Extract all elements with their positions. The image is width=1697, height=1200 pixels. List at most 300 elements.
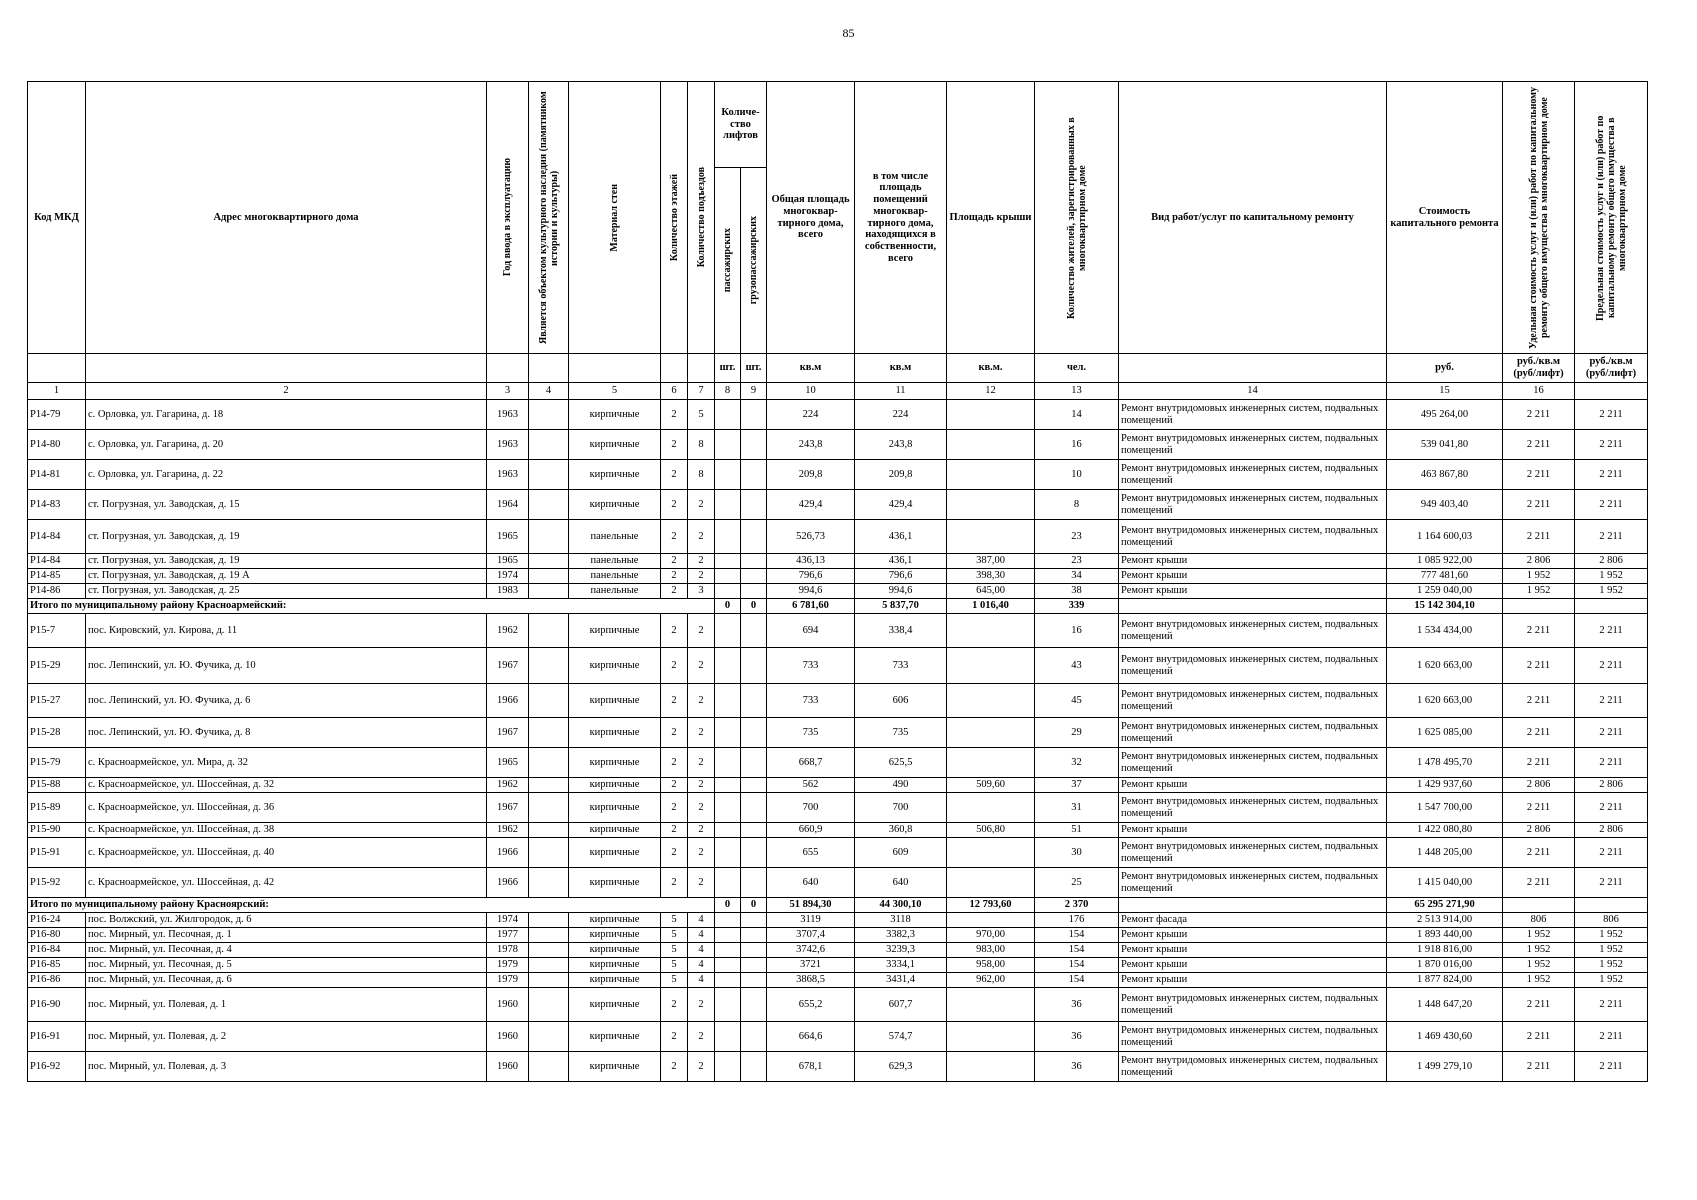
column-number: 5: [569, 383, 661, 400]
cell-residents: 10: [1035, 460, 1119, 490]
cell-cost: 1 870 016,00: [1387, 958, 1503, 973]
cell-lifts-cargo: [741, 988, 767, 1022]
table-row: [28, 1052, 1648, 1082]
cell-heritage: [529, 614, 569, 648]
cell-heritage: [529, 490, 569, 520]
total-roof-area: 12 793,60: [947, 898, 1035, 913]
cell-code: Р16-24: [28, 913, 86, 928]
cell-heritage: [529, 569, 569, 584]
cell-roof-area: [947, 520, 1035, 554]
cell-total-area: 640: [767, 868, 855, 898]
cell-roof-area: [947, 913, 1035, 928]
cell-residents: 16: [1035, 614, 1119, 648]
cell-owned-area: 640: [855, 868, 947, 898]
cell-code: Р16-84: [28, 943, 86, 958]
cell-lifts-passenger: [715, 868, 741, 898]
cell-lifts-passenger: [715, 793, 741, 823]
cell-code: Р16-92: [28, 1052, 86, 1082]
page-number: 85: [842, 26, 855, 40]
table-row: [28, 684, 1648, 718]
cell-entrances: 4: [688, 913, 715, 928]
cell-owned-area: 733: [855, 648, 947, 684]
cell-max-cost: 2 211: [1575, 520, 1648, 554]
header-heritage: Является объектом культурного наследия (памятником истории и культуры): [529, 82, 569, 354]
total-empty: [1503, 898, 1575, 913]
cell-unit-cost: 2 211: [1503, 1022, 1575, 1052]
header-year: Год ввода в эксплуатацию: [487, 82, 529, 354]
cell-material: кирпичные: [569, 943, 661, 958]
cell-unit-cost: 2 211: [1503, 793, 1575, 823]
cell-cost: 1 085 922,00: [1387, 554, 1503, 569]
cell-max-cost: 2 211: [1575, 793, 1648, 823]
cell-lifts-passenger: [715, 460, 741, 490]
table-row: [28, 973, 1648, 988]
cell-total-area: 735: [767, 718, 855, 748]
cell-heritage: [529, 748, 569, 778]
cell-entrances: 4: [688, 958, 715, 973]
cell-lifts-cargo: [741, 1052, 767, 1082]
cell-address: ст. Погрузная, ул. Заводская, д. 19 А: [86, 569, 487, 584]
column-number: 14: [1119, 383, 1387, 400]
cell-entrances: 4: [688, 943, 715, 958]
cell-lifts-cargo: [741, 823, 767, 838]
cell-max-cost: 2 211: [1575, 988, 1648, 1022]
table-row: [28, 584, 1648, 599]
total-total-area: 51 894,30: [767, 898, 855, 913]
cell-roof-area: 506,80: [947, 823, 1035, 838]
cell-year: 1960: [487, 1022, 529, 1052]
cell-heritage: [529, 913, 569, 928]
cell-unit-cost: 2 211: [1503, 614, 1575, 648]
cell-floors: 2: [661, 520, 688, 554]
cell-owned-area: 3239,3: [855, 943, 947, 958]
cell-owned-area: 436,1: [855, 554, 947, 569]
cell-work-type: Ремонт крыши: [1119, 958, 1387, 973]
cell-work-type: Ремонт внутридомовых инженерных систем, подвальных помещений: [1119, 614, 1387, 648]
cell-cost: 463 867,80: [1387, 460, 1503, 490]
cell-max-cost: 2 211: [1575, 490, 1648, 520]
cell-work-type: Ремонт внутридомовых инженерных систем, подвальных помещений: [1119, 988, 1387, 1022]
cell-code: Р15-29: [28, 648, 86, 684]
cell-residents: 154: [1035, 928, 1119, 943]
header-lifts-passenger: пассажирских: [715, 168, 741, 354]
cell-address: с. Орловка, ул. Гагарина, д. 18: [86, 400, 487, 430]
cell-entrances: 2: [688, 648, 715, 684]
cell-total-area: 562: [767, 778, 855, 793]
table-row: [28, 823, 1648, 838]
total-lifts-cargo: 0: [741, 599, 767, 614]
cell-residents: 14: [1035, 400, 1119, 430]
cell-roof-area: [947, 460, 1035, 490]
cell-work-type: Ремонт внутридомовых инженерных систем, подвальных помещений: [1119, 684, 1387, 718]
table-row: [28, 958, 1648, 973]
cell-residents: 37: [1035, 778, 1119, 793]
cell-lifts-passenger: [715, 748, 741, 778]
total-label: Итого по муниципальному району Красноярский:: [28, 898, 715, 913]
cell-code: Р14-84: [28, 554, 86, 569]
cell-material: панельные: [569, 520, 661, 554]
cell-unit-cost: 2 211: [1503, 1052, 1575, 1082]
cell-max-cost: 2 211: [1575, 684, 1648, 718]
cell-floors: 2: [661, 823, 688, 838]
cell-cost: 495 264,00: [1387, 400, 1503, 430]
cell-code: Р14-84: [28, 520, 86, 554]
total-row: [28, 898, 1648, 913]
cell-roof-area: [947, 868, 1035, 898]
cell-lifts-cargo: [741, 868, 767, 898]
cell-lifts-passenger: [715, 943, 741, 958]
cell-lifts-cargo: [741, 748, 767, 778]
cell-heritage: [529, 943, 569, 958]
cell-year: 1967: [487, 718, 529, 748]
cell-floors: 2: [661, 1022, 688, 1052]
cell-lifts-cargo: [741, 490, 767, 520]
cell-material: кирпичные: [569, 973, 661, 988]
cell-total-area: 733: [767, 648, 855, 684]
cell-work-type: Ремонт крыши: [1119, 554, 1387, 569]
cell-total-area: 429,4: [767, 490, 855, 520]
cell-cost: 1 625 085,00: [1387, 718, 1503, 748]
cell-work-type: Ремонт внутридомовых инженерных систем, подвальных помещений: [1119, 1022, 1387, 1052]
cell-roof-area: [947, 684, 1035, 718]
cell-lifts-passenger: [715, 838, 741, 868]
cell-max-cost: 1 952: [1575, 569, 1648, 584]
cell-roof-area: [947, 614, 1035, 648]
cell-lifts-passenger: [715, 400, 741, 430]
cell-entrances: 8: [688, 430, 715, 460]
cell-unit-cost: 2 211: [1503, 748, 1575, 778]
column-number: 12: [947, 383, 1035, 400]
table-row: [28, 648, 1648, 684]
cell-owned-area: 3431,4: [855, 973, 947, 988]
cell-entrances: 2: [688, 490, 715, 520]
cell-year: 1978: [487, 943, 529, 958]
cell-residents: 34: [1035, 569, 1119, 584]
cell-year: 1977: [487, 928, 529, 943]
cell-roof-area: 958,00: [947, 958, 1035, 973]
cell-heritage: [529, 928, 569, 943]
cell-roof-area: [947, 838, 1035, 868]
cell-cost: 2 513 914,00: [1387, 913, 1503, 928]
cell-lifts-cargo: [741, 584, 767, 599]
cell-roof-area: 970,00: [947, 928, 1035, 943]
cell-material: панельные: [569, 569, 661, 584]
cell-year: 1967: [487, 793, 529, 823]
cell-floors: 5: [661, 958, 688, 973]
cell-work-type: Ремонт внутридомовых инженерных систем, подвальных помещений: [1119, 793, 1387, 823]
cell-code: Р15-7: [28, 614, 86, 648]
column-number: 11: [855, 383, 947, 400]
cell-code: Р15-27: [28, 684, 86, 718]
cell-year: 1963: [487, 430, 529, 460]
cell-address: пос. Лепинский, ул. Ю. Фучика, д. 8: [86, 718, 487, 748]
header-lifts: Количе-ство лифтов: [715, 82, 767, 168]
cell-max-cost: 2 211: [1575, 1052, 1648, 1082]
cell-material: кирпичные: [569, 460, 661, 490]
cell-material: кирпичные: [569, 430, 661, 460]
table-row: [28, 868, 1648, 898]
cell-cost: 1 877 824,00: [1387, 973, 1503, 988]
cell-owned-area: 436,1: [855, 520, 947, 554]
cell-cost: 777 481,60: [1387, 569, 1503, 584]
cell-material: панельные: [569, 584, 661, 599]
total-lifts-cargo: 0: [741, 898, 767, 913]
table-row: [28, 1022, 1648, 1052]
cell-residents: 43: [1035, 648, 1119, 684]
cell-lifts-passenger: [715, 569, 741, 584]
cell-residents: 38: [1035, 584, 1119, 599]
cell-total-area: 243,8: [767, 430, 855, 460]
cell-lifts-cargo: [741, 793, 767, 823]
cell-code: Р16-91: [28, 1022, 86, 1052]
cell-owned-area: 629,3: [855, 1052, 947, 1082]
cell-address: пос. Мирный, ул. Полевая, д. 1: [86, 988, 487, 1022]
cell-entrances: 4: [688, 928, 715, 943]
cell-floors: 5: [661, 913, 688, 928]
cell-owned-area: 224: [855, 400, 947, 430]
column-number: 16: [1503, 383, 1575, 400]
header-code: Код МКД: [28, 82, 86, 354]
cell-work-type: Ремонт внутридомовых инженерных систем, подвальных помещений: [1119, 400, 1387, 430]
header-address: Адрес многоквартирного дома: [86, 82, 487, 354]
cell-roof-area: 509,60: [947, 778, 1035, 793]
cell-max-cost: 2 211: [1575, 868, 1648, 898]
cell-total-area: 668,7: [767, 748, 855, 778]
cell-owned-area: 209,8: [855, 460, 947, 490]
cell-lifts-cargo: [741, 648, 767, 684]
cell-residents: 30: [1035, 838, 1119, 868]
cell-unit-cost: 2 211: [1503, 648, 1575, 684]
cell-roof-area: 398,30: [947, 569, 1035, 584]
unit-residents: чел.: [1035, 354, 1119, 383]
cell-lifts-passenger: [715, 490, 741, 520]
table-row: [28, 748, 1648, 778]
cell-address: с. Орловка, ул. Гагарина, д. 22: [86, 460, 487, 490]
cell-residents: 154: [1035, 973, 1119, 988]
cell-cost: 1 620 663,00: [1387, 684, 1503, 718]
cell-unit-cost: 2 211: [1503, 718, 1575, 748]
cell-code: Р16-85: [28, 958, 86, 973]
cell-cost: 1 620 663,00: [1387, 648, 1503, 684]
column-number-row: [28, 383, 1648, 400]
cell-work-type: Ремонт крыши: [1119, 973, 1387, 988]
total-row: [28, 599, 1648, 614]
cell-address: с. Красноармейское, ул. Шоссейная, д. 36: [86, 793, 487, 823]
unit-unit-cost: руб./кв.м (руб/лифт): [1503, 354, 1575, 383]
cell-max-cost: 1 952: [1575, 943, 1648, 958]
cell-cost: 1 448 205,00: [1387, 838, 1503, 868]
cell-heritage: [529, 988, 569, 1022]
cell-owned-area: 3118: [855, 913, 947, 928]
total-cost: 15 142 304,10: [1387, 599, 1503, 614]
cell-residents: 154: [1035, 958, 1119, 973]
cell-max-cost: 2 211: [1575, 460, 1648, 490]
unit-cost: руб.: [1387, 354, 1503, 383]
cell-lifts-cargo: [741, 973, 767, 988]
cell-residents: 51: [1035, 823, 1119, 838]
cell-heritage: [529, 648, 569, 684]
cell-heritage: [529, 793, 569, 823]
cell-unit-cost: 806: [1503, 913, 1575, 928]
cell-cost: 1 164 600,03: [1387, 520, 1503, 554]
cell-year: 1966: [487, 684, 529, 718]
cell-total-area: 655,2: [767, 988, 855, 1022]
header-material: Материал стен: [569, 82, 661, 354]
cell-lifts-cargo: [741, 614, 767, 648]
cell-cost: 1 448 647,20: [1387, 988, 1503, 1022]
cell-cost: 1 478 495,70: [1387, 748, 1503, 778]
cell-cost: 1 918 816,00: [1387, 943, 1503, 958]
cell-work-type: Ремонт крыши: [1119, 943, 1387, 958]
header-unit-cost: Удельная стоимость услуг и (или) работ по капитальному ремонту общего имущества в многоквартирном доме: [1503, 82, 1575, 354]
cell-owned-area: 490: [855, 778, 947, 793]
cell-cost: 1 534 434,00: [1387, 614, 1503, 648]
table-row: [28, 460, 1648, 490]
cell-floors: 2: [661, 868, 688, 898]
cell-lifts-passenger: [715, 584, 741, 599]
cell-floors: 2: [661, 1052, 688, 1082]
cell-unit-cost: 2 806: [1503, 778, 1575, 793]
cell-address: с. Красноармейское, ул. Шоссейная, д. 38: [86, 823, 487, 838]
cell-lifts-passenger: [715, 430, 741, 460]
cell-floors: 2: [661, 988, 688, 1022]
unit-max-cost: руб./кв.м (руб/лифт): [1575, 354, 1648, 383]
cell-floors: 2: [661, 400, 688, 430]
cell-year: 1974: [487, 913, 529, 928]
cell-total-area: 436,13: [767, 554, 855, 569]
total-work-empty: [1119, 599, 1387, 614]
cell-max-cost: 2 211: [1575, 838, 1648, 868]
total-roof-area: 1 016,40: [947, 599, 1035, 614]
cell-owned-area: 243,8: [855, 430, 947, 460]
column-number-pad: [1575, 383, 1648, 400]
cell-residents: 32: [1035, 748, 1119, 778]
cell-unit-cost: 2 211: [1503, 490, 1575, 520]
cell-cost: 1 547 700,00: [1387, 793, 1503, 823]
cell-roof-area: [947, 793, 1035, 823]
cell-max-cost: 2 211: [1575, 614, 1648, 648]
cell-entrances: 2: [688, 554, 715, 569]
cell-roof-area: [947, 1022, 1035, 1052]
cell-entrances: 2: [688, 748, 715, 778]
cell-roof-area: [947, 718, 1035, 748]
cell-residents: 36: [1035, 1052, 1119, 1082]
cell-entrances: 2: [688, 684, 715, 718]
cell-floors: 2: [661, 793, 688, 823]
cell-owned-area: 360,8: [855, 823, 947, 838]
cell-code: Р16-90: [28, 988, 86, 1022]
cell-heritage: [529, 778, 569, 793]
total-work-empty: [1119, 898, 1387, 913]
cell-max-cost: 2 806: [1575, 554, 1648, 569]
cell-heritage: [529, 554, 569, 569]
cell-lifts-passenger: [715, 973, 741, 988]
cell-year: 1962: [487, 778, 529, 793]
column-number: 8: [715, 383, 741, 400]
header-residents: Количество жителей, зарегистрированных в многоквартирном доме: [1035, 82, 1119, 354]
cell-heritage: [529, 430, 569, 460]
cell-owned-area: 609: [855, 838, 947, 868]
cell-entrances: 2: [688, 1052, 715, 1082]
cell-total-area: 796,6: [767, 569, 855, 584]
cell-total-area: 660,9: [767, 823, 855, 838]
table-row: [28, 838, 1648, 868]
header-owned-area: в том числе площадь помещений многоквар-тирного дома, находящихся в собственности, всего: [855, 82, 947, 354]
cell-address: ст. Погрузная, ул. Заводская, д. 25: [86, 584, 487, 599]
cell-year: 1964: [487, 490, 529, 520]
cell-lifts-cargo: [741, 928, 767, 943]
cell-floors: 2: [661, 569, 688, 584]
cell-max-cost: 2 211: [1575, 748, 1648, 778]
cell-material: кирпичные: [569, 684, 661, 718]
cell-code: Р14-79: [28, 400, 86, 430]
cell-max-cost: 806: [1575, 913, 1648, 928]
cell-heritage: [529, 1052, 569, 1082]
cell-residents: 29: [1035, 718, 1119, 748]
cell-unit-cost: 1 952: [1503, 584, 1575, 599]
cell-heritage: [529, 973, 569, 988]
cell-code: Р15-91: [28, 838, 86, 868]
cell-entrances: 2: [688, 520, 715, 554]
cell-entrances: 3: [688, 584, 715, 599]
cell-owned-area: 607,7: [855, 988, 947, 1022]
cell-work-type: Ремонт крыши: [1119, 928, 1387, 943]
cell-unit-cost: 2 806: [1503, 823, 1575, 838]
header-work-type: Вид работ/услуг по капитальному ремонту: [1119, 82, 1387, 354]
column-number: 9: [741, 383, 767, 400]
cell-material: кирпичные: [569, 868, 661, 898]
cell-lifts-cargo: [741, 430, 767, 460]
cell-lifts-passenger: [715, 684, 741, 718]
unit-lifts-cargo: шт.: [741, 354, 767, 383]
table-row: [28, 988, 1648, 1022]
cell-floors: 2: [661, 778, 688, 793]
cell-owned-area: 3334,1: [855, 958, 947, 973]
cell-lifts-passenger: [715, 958, 741, 973]
cell-lifts-passenger: [715, 520, 741, 554]
table-row: [28, 778, 1648, 793]
cell-address: с. Красноармейское, ул. Шоссейная, д. 42: [86, 868, 487, 898]
table-row: [28, 554, 1648, 569]
cell-unit-cost: 2 211: [1503, 684, 1575, 718]
cell-address: с. Орловка, ул. Гагарина, д. 20: [86, 430, 487, 460]
cell-unit-cost: 1 952: [1503, 958, 1575, 973]
unit-owned-area: кв.м: [855, 354, 947, 383]
header-total-area: Общая площадь многоквар-тирного дома, всего: [767, 82, 855, 354]
cell-material: кирпичные: [569, 793, 661, 823]
cell-unit-cost: 1 952: [1503, 569, 1575, 584]
column-number: 6: [661, 383, 688, 400]
cell-heritage: [529, 460, 569, 490]
cell-total-area: 994,6: [767, 584, 855, 599]
cell-roof-area: [947, 648, 1035, 684]
header-entrances: Количество подъездов: [688, 82, 715, 354]
cell-heritage: [529, 958, 569, 973]
cell-unit-cost: 2 211: [1503, 520, 1575, 554]
cell-lifts-cargo: [741, 684, 767, 718]
cell-heritage: [529, 400, 569, 430]
cell-year: 1965: [487, 554, 529, 569]
cell-entrances: 2: [688, 823, 715, 838]
column-number: 4: [529, 383, 569, 400]
cell-work-type: Ремонт внутридомовых инженерных систем, подвальных помещений: [1119, 648, 1387, 684]
cell-code: Р14-86: [28, 584, 86, 599]
cell-lifts-passenger: [715, 988, 741, 1022]
cell-cost: 1 469 430,60: [1387, 1022, 1503, 1052]
cell-owned-area: 338,4: [855, 614, 947, 648]
cell-entrances: 4: [688, 973, 715, 988]
cell-material: кирпичные: [569, 958, 661, 973]
